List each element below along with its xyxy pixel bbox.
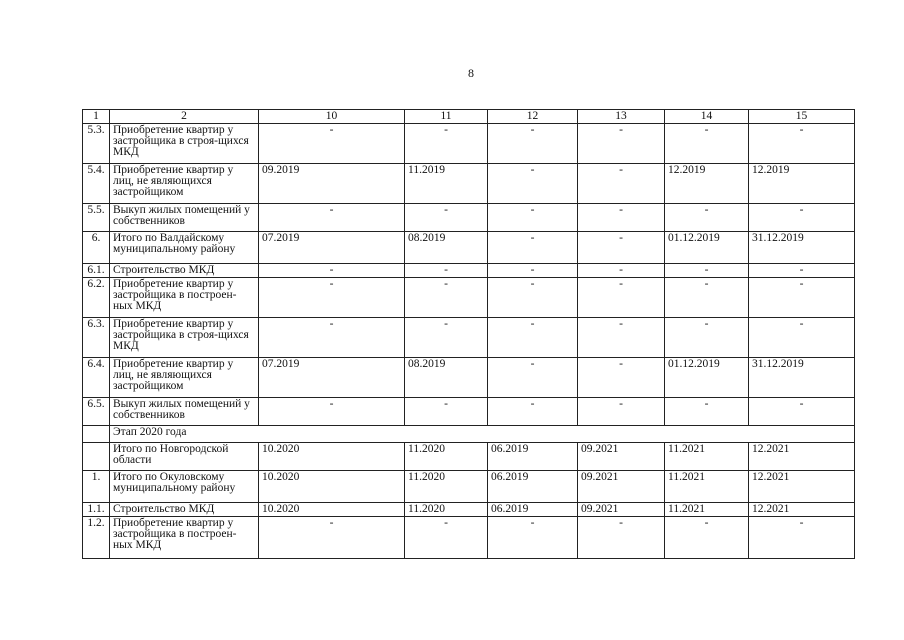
value-cell: 12.2019 xyxy=(665,164,749,204)
value-cell: - xyxy=(578,124,665,164)
value-cell: 01.12.2019 xyxy=(665,232,749,264)
value-cell: - xyxy=(405,398,488,426)
value-cell: - xyxy=(259,517,405,559)
value-cell: 09.2019 xyxy=(259,164,405,204)
value-cell: - xyxy=(405,318,488,358)
value-cell: - xyxy=(488,204,578,232)
value-cell: - xyxy=(488,398,578,426)
value-cell: 06.2019 xyxy=(488,471,578,503)
value-cell: 31.12.2019 xyxy=(749,358,855,398)
value-cell: - xyxy=(665,124,749,164)
value-cell: - xyxy=(578,264,665,278)
value-cell: - xyxy=(259,124,405,164)
value-cell: 11.2020 xyxy=(405,443,488,471)
stage-heading: Этап 2020 года xyxy=(110,426,855,443)
value-cell: - xyxy=(488,124,578,164)
value-cell: - xyxy=(578,232,665,264)
table-header-row xyxy=(83,110,855,124)
value-cell: - xyxy=(488,358,578,398)
value-cell: - xyxy=(578,517,665,559)
value-cell: - xyxy=(488,318,578,358)
table-row xyxy=(83,471,855,503)
value-cell: - xyxy=(488,278,578,318)
value-cell: - xyxy=(259,278,405,318)
value-cell: - xyxy=(405,124,488,164)
value-cell: 11.2019 xyxy=(405,164,488,204)
value-cell: 11.2021 xyxy=(665,443,749,471)
row-number-cell: 5.4. xyxy=(83,164,110,204)
table-row xyxy=(83,503,855,517)
value-cell: - xyxy=(749,124,855,164)
row-name-cell: Выкуп жилых помещений у собственников xyxy=(110,398,259,426)
value-cell: - xyxy=(405,204,488,232)
table-row xyxy=(83,358,855,398)
value-cell: 09.2021 xyxy=(578,503,665,517)
value-cell: - xyxy=(488,164,578,204)
value-cell: 11.2020 xyxy=(405,503,488,517)
value-cell: - xyxy=(665,318,749,358)
value-cell: 08.2019 xyxy=(405,232,488,264)
value-cell: - xyxy=(665,517,749,559)
value-cell: - xyxy=(665,278,749,318)
row-name-cell: Итого по Новгородской области xyxy=(110,443,259,471)
value-cell: 06.2019 xyxy=(488,503,578,517)
table-row xyxy=(83,232,855,264)
table-row xyxy=(83,164,855,204)
value-cell: - xyxy=(259,204,405,232)
value-cell: 12.2021 xyxy=(749,443,855,471)
table-row xyxy=(83,124,855,164)
header-cell: 1 xyxy=(83,110,110,124)
schedule-table xyxy=(82,109,855,559)
row-name-cell: Приобретение квартир у лиц, не являющихся застройщиком xyxy=(110,164,259,204)
value-cell: - xyxy=(259,318,405,358)
value-cell: - xyxy=(578,204,665,232)
row-number-cell: 6.3. xyxy=(83,318,110,358)
value-cell: - xyxy=(578,358,665,398)
value-cell: - xyxy=(488,232,578,264)
row-number-cell: 6.2. xyxy=(83,278,110,318)
header-cell: 15 xyxy=(749,110,855,124)
value-cell: - xyxy=(259,398,405,426)
value-cell: 12.2021 xyxy=(749,471,855,503)
value-cell: - xyxy=(488,517,578,559)
header-cell: 11 xyxy=(405,110,488,124)
value-cell: - xyxy=(749,264,855,278)
row-name-cell: Строительство МКД xyxy=(110,503,259,517)
value-cell: - xyxy=(259,264,405,278)
row-number-cell: 1. xyxy=(83,471,110,503)
value-cell: - xyxy=(578,318,665,358)
row-number-cell: 5.5. xyxy=(83,204,110,232)
value-cell: - xyxy=(665,204,749,232)
table-row xyxy=(83,517,855,559)
value-cell: 10.2020 xyxy=(259,471,405,503)
value-cell: - xyxy=(749,318,855,358)
value-cell: 31.12.2019 xyxy=(749,232,855,264)
value-cell: 01.12.2019 xyxy=(665,358,749,398)
value-cell: - xyxy=(665,264,749,278)
value-cell: 12.2019 xyxy=(749,164,855,204)
value-cell: 09.2021 xyxy=(578,443,665,471)
value-cell: 08.2019 xyxy=(405,358,488,398)
table-row xyxy=(83,426,855,443)
header-cell: 12 xyxy=(488,110,578,124)
row-name-cell: Выкуп жилых помещений у собственников xyxy=(110,204,259,232)
value-cell: 07.2019 xyxy=(259,358,405,398)
value-cell: - xyxy=(405,517,488,559)
value-cell: 06.2019 xyxy=(488,443,578,471)
row-number-cell: 5.3. xyxy=(83,124,110,164)
value-cell: - xyxy=(665,398,749,426)
value-cell: - xyxy=(578,164,665,204)
value-cell: - xyxy=(578,398,665,426)
value-cell: - xyxy=(749,204,855,232)
row-number-cell: 6.1. xyxy=(83,264,110,278)
value-cell: - xyxy=(405,264,488,278)
value-cell: 12.2021 xyxy=(749,503,855,517)
value-cell: 10.2020 xyxy=(259,443,405,471)
value-cell: 11.2021 xyxy=(665,471,749,503)
row-number-cell: 1.1. xyxy=(83,503,110,517)
value-cell: 07.2019 xyxy=(259,232,405,264)
row-name-cell: Итого по Валдайскому муниципальному району xyxy=(110,232,259,264)
value-cell: - xyxy=(749,278,855,318)
table-row xyxy=(83,318,855,358)
header-cell: 2 xyxy=(110,110,259,124)
value-cell: - xyxy=(405,278,488,318)
row-name-cell: Итого по Окуловскому муниципальному району xyxy=(110,471,259,503)
row-number-cell xyxy=(83,426,110,443)
row-name-cell: Приобретение квартир у лиц, не являющихся застройщиком xyxy=(110,358,259,398)
row-number-cell: 6.4. xyxy=(83,358,110,398)
table-row xyxy=(83,278,855,318)
row-name-cell: Строительство МКД xyxy=(110,264,259,278)
row-name-cell: Приобретение квартир у застройщика в построен-ных МКД xyxy=(110,517,259,559)
row-name-cell: Приобретение квартир у застройщика в строя-щихся МКД xyxy=(110,318,259,358)
value-cell: - xyxy=(488,264,578,278)
table-row xyxy=(83,398,855,426)
value-cell: - xyxy=(749,517,855,559)
header-cell: 10 xyxy=(259,110,405,124)
row-name-cell: Приобретение квартир у застройщика в строя-щихся МКД xyxy=(110,124,259,164)
value-cell: - xyxy=(578,278,665,318)
row-number-cell: 6.5. xyxy=(83,398,110,426)
header-cell: 13 xyxy=(578,110,665,124)
header-cell: 14 xyxy=(665,110,749,124)
value-cell: 09.2021 xyxy=(578,471,665,503)
value-cell: 11.2020 xyxy=(405,471,488,503)
value-cell: 10.2020 xyxy=(259,503,405,517)
page-number: 8 xyxy=(468,66,474,80)
table-row xyxy=(83,443,855,471)
row-number-cell xyxy=(83,443,110,471)
row-number-cell: 1.2. xyxy=(83,517,110,559)
table-row xyxy=(83,204,855,232)
value-cell: 11.2021 xyxy=(665,503,749,517)
row-number-cell: 6. xyxy=(83,232,110,264)
table-row xyxy=(83,264,855,278)
value-cell: - xyxy=(749,398,855,426)
row-name-cell: Приобретение квартир у застройщика в построен-ных МКД xyxy=(110,278,259,318)
